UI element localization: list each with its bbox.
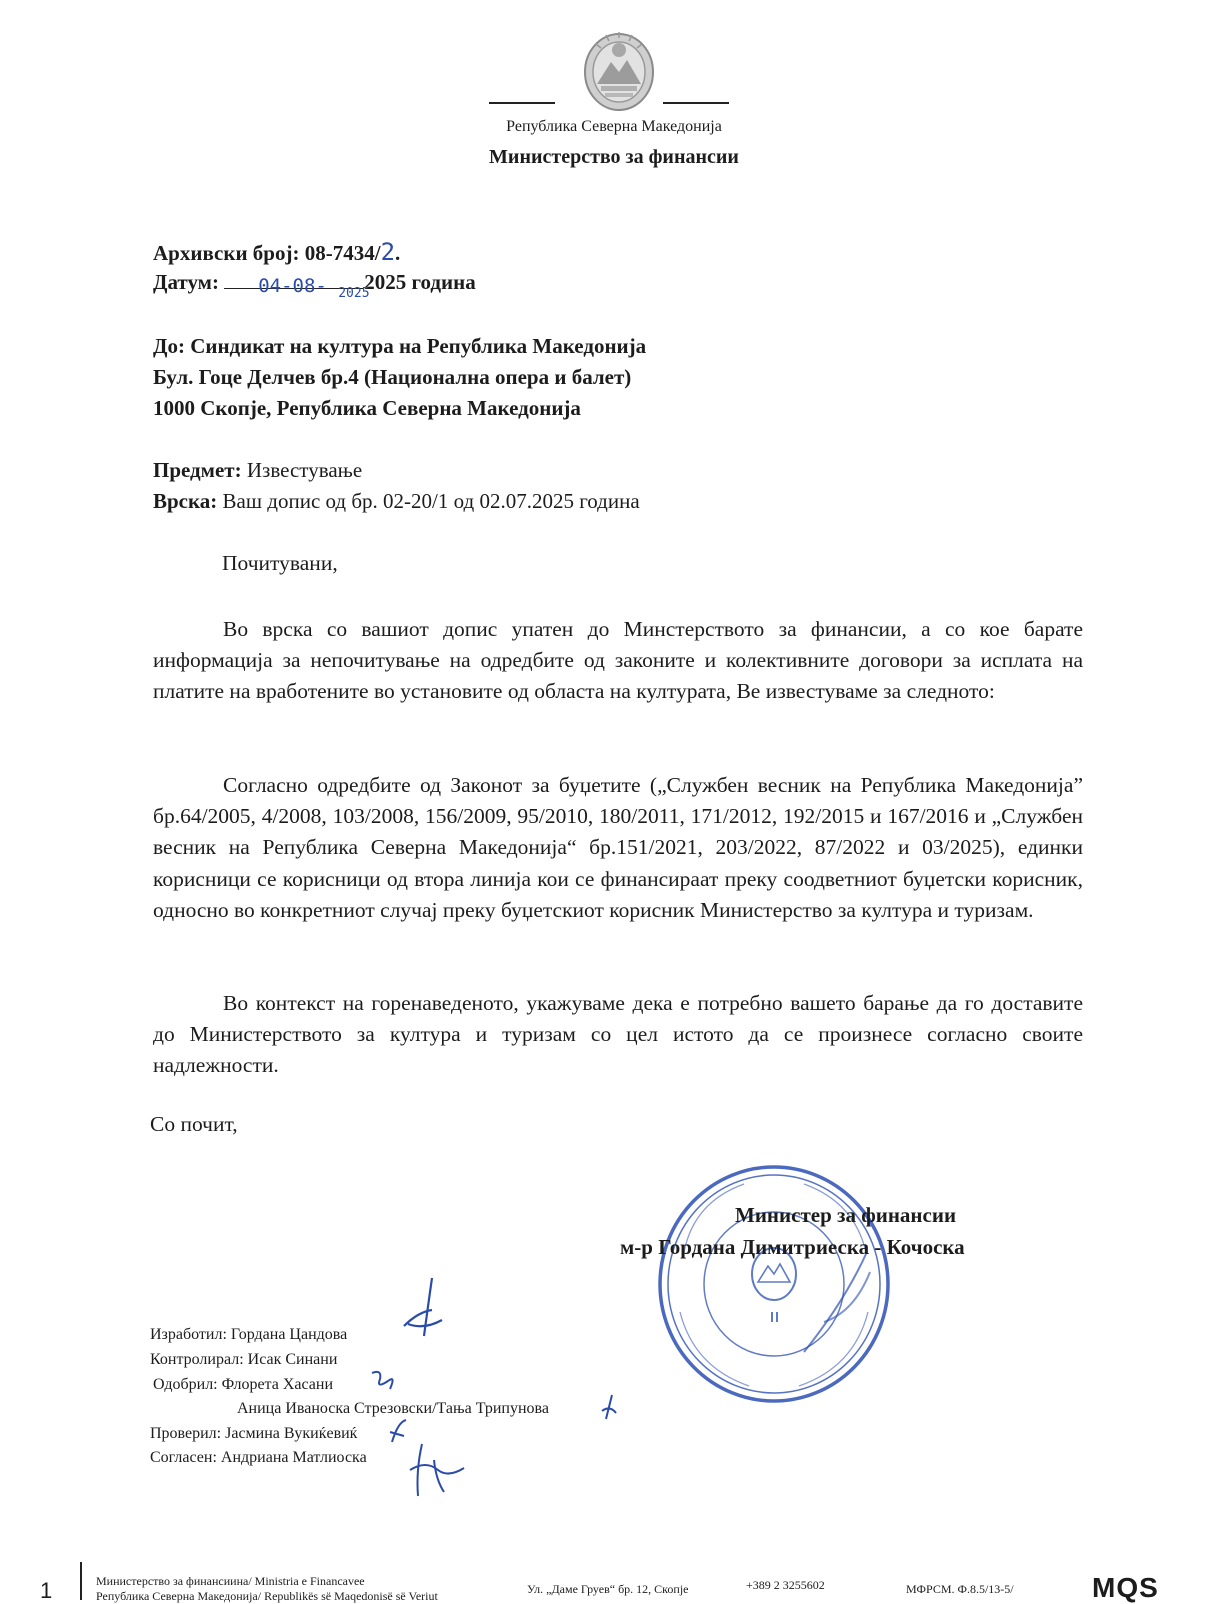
reference-value: Ваш допис од бр. 02-20/1 од 02.07.2025 година (217, 489, 640, 513)
document-date: Датум: 04-08- 2025 2025 година (153, 270, 476, 301)
republic-name: Република Северна Македонија (506, 118, 722, 135)
drafter-approved-2: Аница Иваноска Стрезовски/Тања Трипунова (237, 1400, 549, 1417)
closing: Со почит, (150, 1112, 238, 1136)
ministry-name: Министерство за финансии (489, 146, 739, 168)
initials-scribble-4 (386, 1418, 410, 1448)
recipient-line-3: 1000 Скопје, Република Северна Македонија (153, 396, 581, 420)
initials-scribble-2 (368, 1367, 398, 1395)
page-number: 1 (40, 1578, 53, 1603)
subject-label: Предмет: (153, 458, 242, 482)
body-paragraph-2: Согласно одредбите од Законот за буџетите („Службен весник на Република Македонија” бр.64/2005, 4/2008, 103/2008, 156/2009, 95/2010, 180/2011, 171/2012, 192/2015 и 167/2016 и „Службен весник на Република Северна Македонија“ бр.151/2021, 203/2022, 87/2022 и 03/2025), единки корисници се корисници од втора линија кои се финансираат преку соодветниот буџетски корисник, односно во конкретниот случај преку буџетскиот корисник Министерство за култура и туризам. (153, 773, 1083, 922)
official-seal-stamp-icon (654, 1162, 894, 1406)
footer-org-line-2: Република Северна Македонија/ Republikës së Maqedonisë së Veriut (96, 1589, 438, 1603)
header-rule-left (489, 102, 555, 104)
drafter-prepared: Изработил: Гордана Цандова (150, 1326, 348, 1343)
signatory-title: Министер за финансии (735, 1203, 957, 1227)
recipient-line-1: До: Синдикат на култура на Република Македонија (153, 334, 647, 358)
subject-line (153, 458, 362, 483)
greeting: Почитувани, (222, 551, 338, 575)
header-rule-right (663, 102, 729, 104)
body-paragraph-3: Во контекст на горенаведеното, укажуваме дека е потребно вашето барање да го доставите до Министерството за култура и туризам со цел истото да се произнесе согласно своите надлежности. (153, 991, 1083, 1078)
mqs-logo: MQS (1092, 1572, 1159, 1603)
reference-line (153, 489, 640, 514)
signatory-name: м-р Гордана Димитриеска - Кочоска (620, 1235, 965, 1259)
footer-phone: +389 2 3255602 (746, 1578, 825, 1592)
recipient-line-2: Бул. Гоце Делчев бр.4 (Национална опера и балет) (153, 365, 632, 389)
subject-value: Известување (241, 458, 363, 482)
reference-label: Врска: (153, 489, 218, 513)
drafter-approved: Одобрил: Флорета Хасани (153, 1376, 334, 1393)
initials-scribble-1 (398, 1276, 448, 1348)
handwritten-date-year: 2025 (338, 286, 370, 301)
coat-of-arms-icon (581, 28, 657, 112)
drafter-agreed: Согласен: Андриана Матлиоска (150, 1449, 367, 1466)
drafter-controlled: Контролирал: Исак Синани (150, 1351, 338, 1368)
body-paragraph-1: Во врска со вашиот допис упатен до Минстерството за финансии, а со кое барате информација за непочитување на одредбите од законите и колективните договори за исплата на платите на вработените во установите од областа на културата, Ве известуваме за следното: (153, 617, 1083, 704)
footer-org-line-1: Министерство за финансиина/ Ministria e Financavee (96, 1574, 365, 1588)
initials-scribble-5 (408, 1440, 468, 1500)
footer-form-code: МФРСМ. Ф.8.5/13-5/ (906, 1582, 1014, 1596)
footer-divider (80, 1562, 82, 1600)
footer-address: Ул. „Даме Груев“ бр. 12, Скопје (527, 1582, 689, 1596)
archive-number: Архивски број: 08-7434/2. (153, 238, 401, 266)
drafter-checked: Проверил: Јасмина Вукиќевиќ (150, 1425, 358, 1442)
initials-scribble-3 (598, 1393, 620, 1423)
handwritten-date: 04-08- (258, 275, 327, 297)
handwritten-archive-digit: 2 (380, 238, 396, 266)
date-blank (224, 270, 370, 301)
